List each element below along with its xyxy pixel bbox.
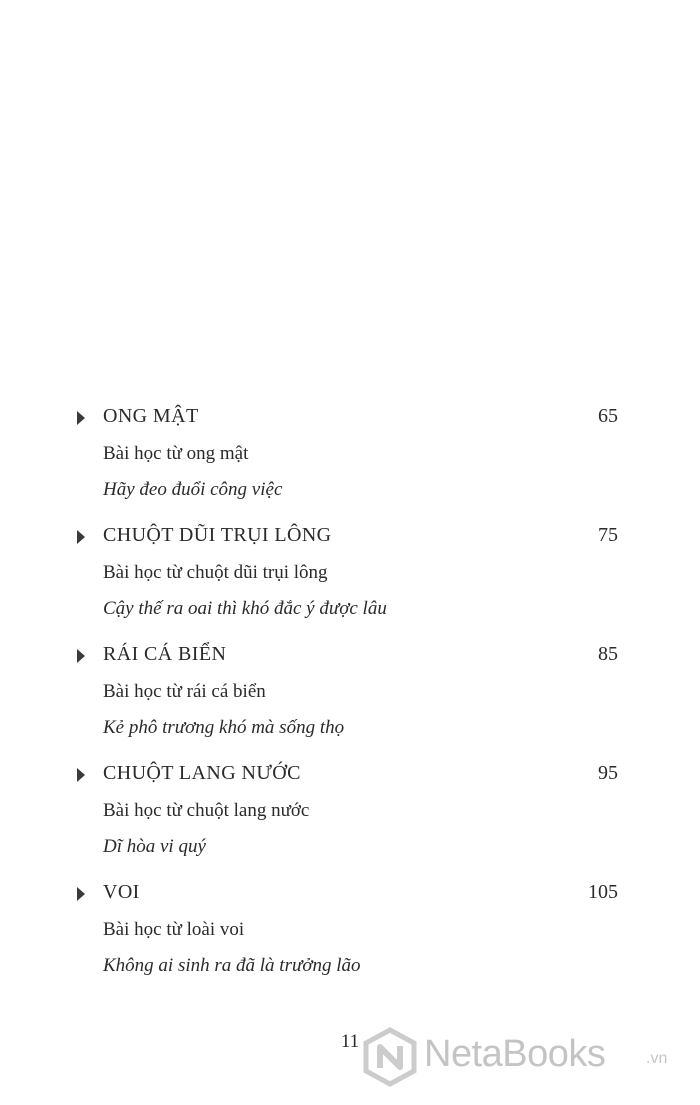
triangle-right-icon [77,768,85,782]
entry-moral: Cậy thế ra oai thì khó đắc ý được lâu [103,598,387,619]
entry-lesson: Bài học từ chuột dũi trụi lông [103,562,328,583]
entry-moral: Không ai sinh ra đã là trưởng lão [103,955,361,976]
book-page-number: 11 [340,1031,360,1052]
entry-moral: Dĩ hòa vi quý [103,836,206,857]
entry-title: VOI [103,881,140,903]
entry-title: RÁI CÁ BIỂN [103,643,227,665]
entry-title: CHUỘT LANG NƯỚC [103,762,301,784]
entry-lesson: Bài học từ rái cá biển [103,681,266,702]
entry-page-number: 105 [588,881,618,903]
entry-lesson: Bài học từ loài voi [103,919,245,940]
entry-title: ONG MẬT [103,405,199,427]
entry-page-number: 65 [598,405,618,427]
triangle-right-icon [77,530,85,544]
entry-page-number: 85 [598,643,618,665]
entry-moral: Kẻ phô trương khó mà sống thọ [103,717,345,738]
entry-page-number: 75 [598,524,618,546]
triangle-right-icon [77,649,85,663]
watermark [362,1027,692,1087]
entry-title: CHUỘT DŨI TRỤI LÔNG [103,524,332,546]
watermark-brand: NetaBooks [424,1033,606,1075]
entry-lesson: Bài học từ ong mật [103,443,249,464]
triangle-right-icon [77,411,85,425]
entry-lesson: Bài học từ chuột lang nước [103,800,310,821]
watermark-suffix: .vn [646,1050,668,1067]
entry-moral: Hãy đeo đuổi công việc [103,479,283,500]
entry-page-number: 95 [598,762,618,784]
netabooks-logo-icon [362,1027,418,1087]
triangle-right-icon [77,887,85,901]
